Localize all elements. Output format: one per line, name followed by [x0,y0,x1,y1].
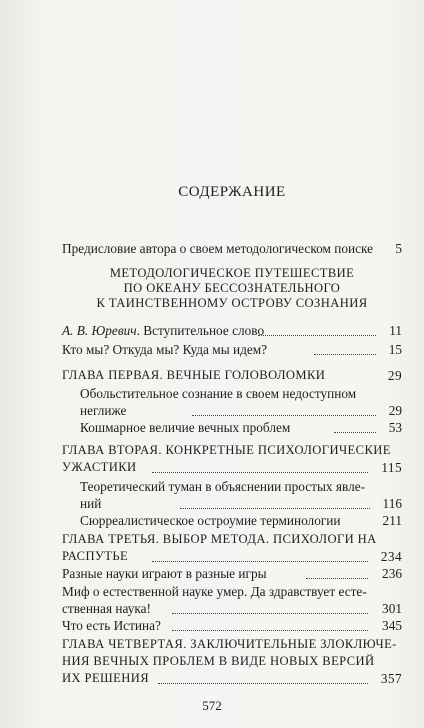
entry-page: 301 [382,601,402,616]
entry-page: 211 [382,513,402,528]
toc-entry-ch3-s2 [62,600,402,617]
entry-page: 29 [388,403,402,418]
toc-chapter-3 [62,548,402,565]
toc-chapter-4 [62,670,402,687]
chapter-title: ИХ РЕШЕНИЯ [62,671,150,685]
entry-page: 345 [382,618,402,633]
toc-entry-ch3-s1 [62,565,402,582]
part-heading-line-1: МЕТОДОЛОГИЧЕСКОЕ ПУТЕШЕСТВИЕ [109,266,355,280]
dot-leader [192,415,376,416]
chapter-title: РАСПУТЬЕ [62,549,129,563]
dot-leader [158,683,368,684]
entry-page: 5 [395,241,402,256]
entry-page: 29 [387,368,402,383]
entry-page: 15 [388,342,402,357]
part-heading-line-3: К ТАИНСТВЕННОМУ ОСТРОВУ СОЗНАНИЯ [96,296,368,310]
entry-text: неглиже [80,403,127,418]
entry-text: Предисловие автора о своем методологическом поиске [62,241,374,256]
dot-leader [314,354,376,355]
entry-text: ний [80,496,102,511]
dot-leader [258,335,376,336]
toc-chapter-4-line2: НИЯ ВЕЧНЫХ ПРОБЛЕМ В ВИДЕ НОВЫХ ВЕРСИЙ [62,654,375,668]
show-through-text [30,58,404,158]
toc-chapter-1 [62,367,402,384]
page-number: 572 [202,698,222,713]
toc-entry-ch1-s1-line1: Обольстительное сознание в своем недоступном [80,386,357,401]
entry-page: 234 [380,549,402,564]
toc-chapter-4-line1: ГЛАВА ЧЕТВЕРТАЯ. ЗАКЛЮЧИТЕЛЬНЫЕ ЗЛОКЛЮЧЕ- [62,637,397,651]
entry-page: 357 [380,671,402,686]
entry-text: ственная наука! [62,601,151,616]
toc-entry-who [62,341,402,358]
entry-text: Сюрреалистическое остроумие терминологии [80,513,341,528]
dot-leader [334,432,376,433]
toc-entry-ch2-s2 [80,512,402,529]
dot-leader [152,561,368,562]
dot-leader [172,630,368,631]
toc-entry-ch2-s1 [80,495,402,512]
dot-leader [152,472,368,473]
toc-entry-ch2-s1-line1: Теоретический туман в объяснении простых явле- [80,479,366,494]
toc-chapter-3-line1: ГЛАВА ТРЕТЬЯ. ВЫБОР МЕТОДА. ПСИХОЛОГИ НА [62,532,377,546]
entry-page: 116 [382,496,402,511]
chapter-title: ГЛАВА ПЕРВАЯ. ВЕЧНЫЕ ГОЛОВОЛОМКИ [62,368,326,382]
toc-entry-ch1-s1 [80,402,402,419]
entry-author: А. В. Юревич [62,323,137,338]
dot-leader [172,613,368,614]
entry-text: Что есть Истина? [62,618,161,633]
part-heading-line-2: ПО ОКЕАНУ БЕССОЗНАТЕЛЬНОГО [123,281,341,295]
toc-entry-ch3-s2-line1: Миф о естественной науке умер. Да здравствует есте- [62,584,367,599]
toc-chapter-2 [62,459,402,476]
entry-text: Разные науки играют в разные игры [62,566,267,581]
toc-entry-intro [62,322,402,339]
toc-chapter-2-line1: ГЛАВА ВТОРАЯ. КОНКРЕТНЫЕ ПСИХОЛОГИЧЕСКИЕ [62,443,391,457]
entry-page: 11 [389,323,402,338]
entry-page: 115 [381,460,402,475]
dot-leader [180,508,370,509]
toc-entry-ch1-s2 [80,419,402,436]
entry-page: 53 [388,420,402,435]
dot-leader [306,578,368,579]
entry-text: Кто мы? Откуда мы? Куда мы идем? [62,342,268,357]
entry-text: Кошмарное величие вечных проблем [80,420,291,435]
entry-page: 236 [382,566,402,581]
chapter-title: УЖАСТИКИ [62,460,137,474]
toc-entry-preface [62,240,402,257]
entry-text: . Вступительное слово [136,323,265,338]
page-title: СОДЕРЖАНИЕ [178,184,286,200]
toc-entry-ch3-s3 [62,617,402,634]
